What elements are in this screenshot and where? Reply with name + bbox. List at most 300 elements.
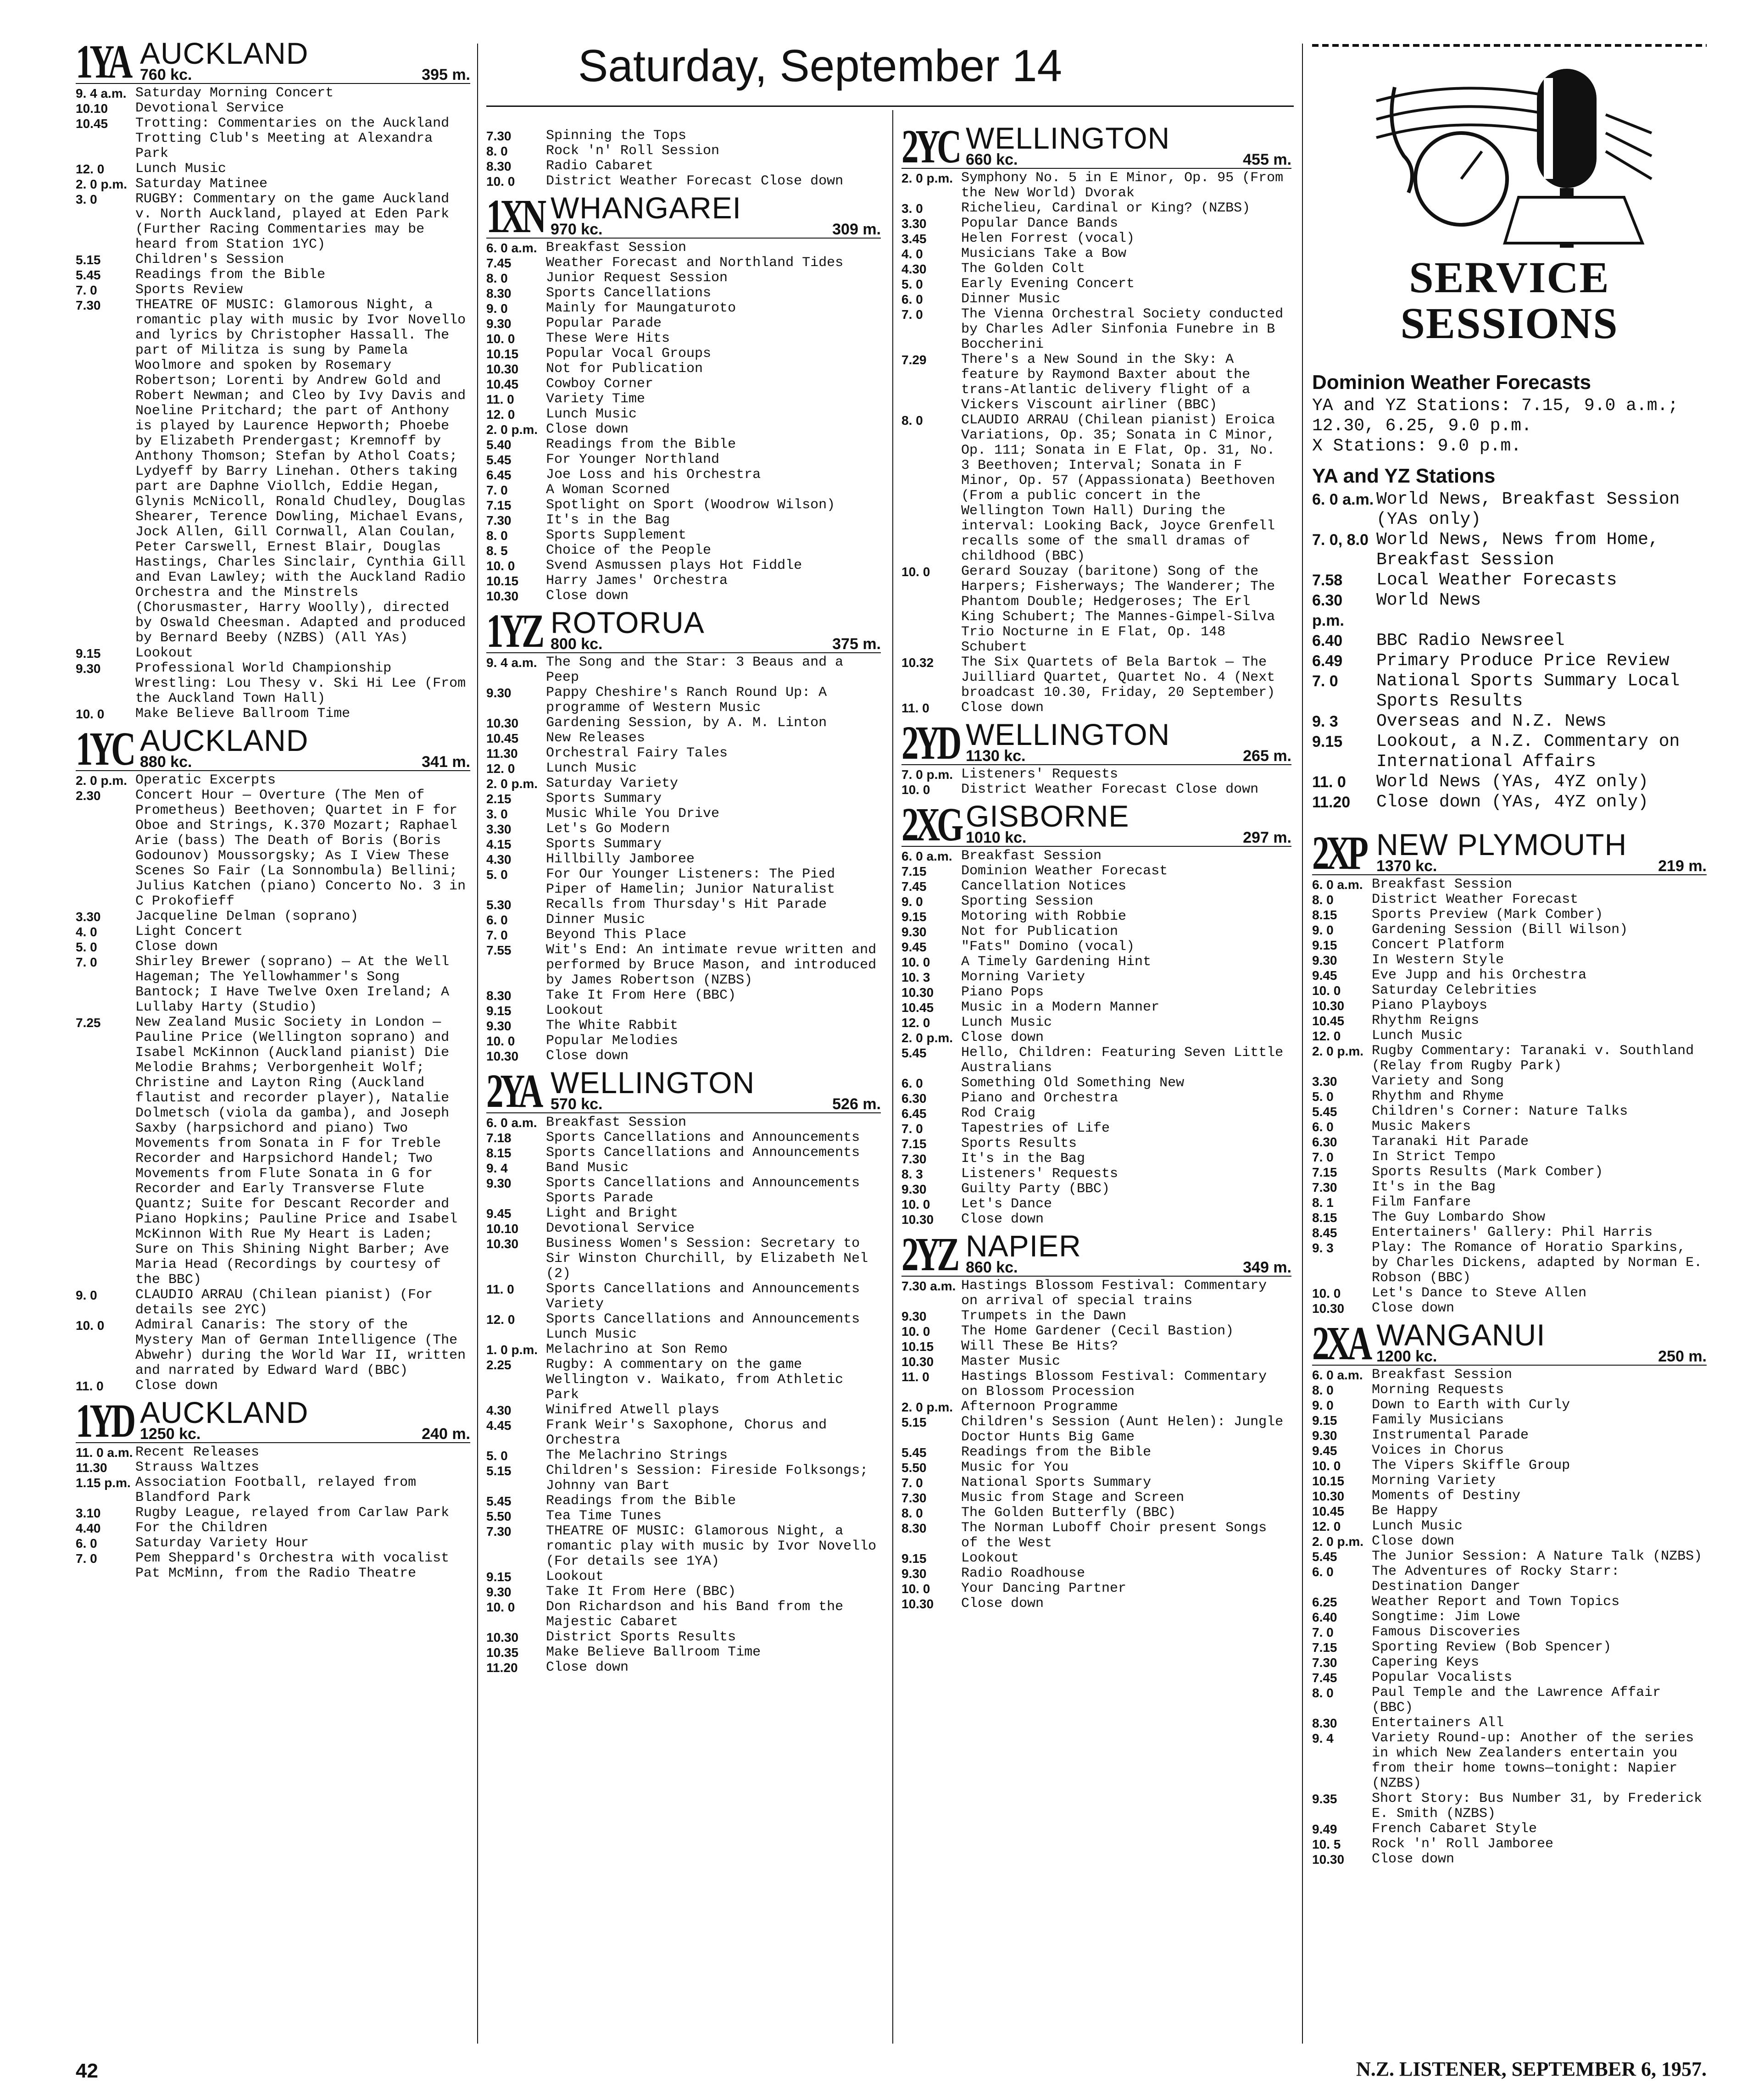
- programme-item: [901, 1400, 1291, 1415]
- programme-time: 9.45: [486, 1206, 512, 1221]
- programme-item: [1312, 1398, 1707, 1413]
- programme-title: Rock 'n' Roll Session: [546, 143, 720, 159]
- programme-title: Readings from the Bible: [546, 437, 736, 452]
- programme-time: 10. 0: [901, 955, 930, 969]
- programme-title: There's a New Sound in the Sky: A feature by Raymond Baxter about the trans-Atlantic delivery flight of a Vickers Viscount airliner (BBC): [961, 352, 1251, 413]
- column-4: [1312, 827, 1707, 1872]
- programme-time: 6. 0 a.m.: [1312, 1368, 1363, 1382]
- programme-time: 4. 0: [901, 247, 923, 261]
- programme-title: Saturday Variety Hour: [135, 1535, 309, 1551]
- programme-title: Something Old Something New: [961, 1075, 1185, 1091]
- programme-item: [901, 939, 1291, 955]
- station-info: [551, 1068, 881, 1111]
- programme-item: [486, 286, 881, 301]
- station-frequency: 1200 kc.: [1376, 1348, 1437, 1365]
- programme-time: 2. 0 p.m.: [901, 171, 953, 185]
- programme-title: Popular Dance Bands: [961, 216, 1118, 231]
- programme-time: 7.45: [486, 256, 512, 270]
- programme-item: [1312, 1165, 1707, 1180]
- programme-time: 9.30: [486, 1176, 512, 1190]
- programme-title: Sporting Session: [961, 894, 1094, 909]
- programme-time: 5.45: [1312, 1550, 1337, 1564]
- programme-time: 9. 0: [901, 894, 923, 909]
- programme-title: Music for You: [961, 1460, 1069, 1475]
- station-city: WANGANUI: [1376, 1318, 1546, 1352]
- programme-time: 5.40: [486, 438, 512, 452]
- programme-item: [1312, 938, 1707, 953]
- programme-title: Children's Corner: Nature Talks: [1372, 1104, 1628, 1119]
- programme-time: 2. 0 p.m.: [486, 777, 538, 791]
- programme-title: Guilty Party (BBC): [961, 1181, 1110, 1197]
- service-text: World News: [1376, 590, 1481, 610]
- programme-title: THEATRE OF MUSIC: Glamorous Night, a romantic play with music by Ivor Novello and lyrics by Christopher Hassall. The part of Militza is sung by Pamela Woolmore and spoken by Rosemary Robertson; Lorenti by Andrew Gold and Robert Newman; and Cleo by Ivy Davis and Noeline Pritchard; the part of Anthony is played by Laurence Hepworth; Phoebe by Elizabeth Prendergast; Kremnoff by Anthony Thomson; Stefan by Athol Coats; Lydyeff by Barry Linehan. Others taking part are Daphne Viollch, Eddie Hegan, Glynis McNicoll, Ronald Chudley, Douglas Shearer, Terence Dowling, Michael Evans, Jock Allen, Gill Cornwall, Alan Coulan, Peter Carswell, Ernest Blair, Douglas Hastings, Charles Sinclair, Cynthia Gill and Evan Lawley; with the Auckland Radio Orchestra and the Minstrels (Chorusmaster, Harry Woolly), directed by Oswald Cheesman. Adapted and produced by Bernard Beeby (NZBS) (All YAs): [135, 297, 466, 646]
- programme-time: 3.30: [76, 910, 101, 924]
- programme-time: 10.30: [486, 1237, 519, 1251]
- station-frequency: 1130 kc.: [966, 747, 1026, 765]
- programme-title: Sports Review: [135, 282, 243, 298]
- programme-title: Svend Asmussen plays Hot Fiddle: [546, 558, 802, 573]
- programme-title: Cowboy Corner: [546, 376, 654, 392]
- programme-item: [1312, 1028, 1707, 1044]
- column-3: [901, 120, 1291, 1616]
- programme-item: [1312, 1640, 1707, 1655]
- station-block: [901, 717, 1291, 797]
- station-info: [140, 1395, 470, 1443]
- programme-title: Sports Summary: [546, 791, 662, 806]
- programme-time: 7. 0: [76, 955, 97, 969]
- programme-title: The White Rabbit: [546, 1018, 679, 1033]
- programme-time: 11. 0: [486, 392, 514, 406]
- programme-item: [1312, 968, 1707, 983]
- programme-time: 8. 5: [486, 544, 508, 558]
- programme-title: Will These Be Hits?: [961, 1339, 1118, 1354]
- programme-time: 2. 0 p.m.: [1312, 1044, 1364, 1058]
- programme-item: [1312, 1301, 1707, 1316]
- programme-title: District Weather Forecast Close down: [546, 173, 844, 189]
- programme-time: 7.30 a.m.: [901, 1279, 956, 1293]
- programme-item: [901, 894, 1291, 909]
- programme-time: 9.30: [901, 1567, 927, 1581]
- programme-title: Business Women's Session: Secretary to Sir Winston Churchill, by Elizabeth Nel (2): [546, 1236, 868, 1282]
- programme-title: Master Music: [961, 1354, 1061, 1369]
- programme-title: Weather Forecast and Northland Tides: [546, 255, 844, 271]
- programme-item: [76, 252, 470, 267]
- programme-item: [1312, 1685, 1707, 1716]
- programme-item: [1312, 1119, 1707, 1134]
- station-wavelength: 395 m.: [422, 66, 470, 83]
- programme-title: For the Children: [135, 1520, 268, 1536]
- programme-time: 11. 0: [486, 1282, 514, 1296]
- programme-title: Popular Vocal Groups: [546, 346, 712, 361]
- programme-title: In Strict Tempo: [1372, 1149, 1496, 1165]
- programme-item: [486, 528, 881, 543]
- programme-item: [901, 1415, 1291, 1445]
- programme-time: 2. 0 p.m.: [486, 422, 538, 437]
- programme-item: [486, 256, 881, 271]
- station-frequency: 1010 kc.: [966, 829, 1027, 846]
- programme-time: 10. 0: [1312, 1286, 1341, 1300]
- programme-title: Professional World Championship Wrestling: Lou Thesy v. Ski Hi Lee (From the Auckland Town Hall): [135, 661, 466, 706]
- programme-title: Sports Results: [961, 1136, 1077, 1151]
- programme-item: [901, 1354, 1291, 1369]
- station-wavelength: 455 m.: [1243, 151, 1291, 168]
- programme-title: Sports Summary: [546, 836, 662, 852]
- programme-item: [1312, 1383, 1707, 1398]
- page-number: 42: [76, 2060, 98, 2082]
- programme-title: Light and Bright: [546, 1206, 679, 1221]
- programme-item: [1312, 1837, 1707, 1852]
- programme-time: 8.45: [1312, 1226, 1337, 1240]
- programme-title: For Younger Northland: [546, 452, 720, 467]
- programme-item: [76, 1288, 470, 1318]
- programme-item: [901, 1151, 1291, 1167]
- programme-title: Beyond This Place: [546, 927, 687, 943]
- programme-item: [901, 782, 1291, 797]
- programme-time: 6.25: [1312, 1595, 1337, 1609]
- programme-title: Sports Cancellations and Announcements Variety: [546, 1281, 860, 1312]
- service-item: [1312, 671, 1707, 711]
- station-header: [76, 35, 470, 88]
- programme-time: 5.15: [486, 1464, 512, 1478]
- station-frequency: 660 kc.: [966, 151, 1018, 168]
- programme-time: 5.50: [901, 1461, 927, 1475]
- station-call-sign: 1YD: [76, 1395, 133, 1447]
- programme-title: Devotional Service: [135, 100, 284, 116]
- programme-time: 2.15: [486, 792, 512, 806]
- programme-title: Close down: [1372, 1851, 1455, 1867]
- programme-item: [1312, 1791, 1707, 1822]
- programme-time: 9.15: [1312, 938, 1337, 952]
- programme-item: [486, 271, 881, 286]
- programme-item: [486, 685, 881, 716]
- programme-title: Make Believe Ballroom Time: [546, 1645, 761, 1660]
- programme-title: Band Music: [546, 1160, 629, 1176]
- programme-time: 5.45: [901, 1445, 927, 1460]
- station-call-sign: 2XA: [1312, 1317, 1369, 1370]
- programme-item: [901, 1581, 1291, 1596]
- programme-title: Tea Time Tunes: [546, 1508, 662, 1524]
- programme-time: 8. 1: [1312, 1195, 1334, 1210]
- station-header: [1312, 1317, 1707, 1370]
- station-wavelength: 309 m.: [832, 221, 881, 238]
- programme-title: National Sports Summary: [961, 1475, 1152, 1490]
- programme-item: [486, 822, 881, 837]
- programme-item: [901, 1460, 1291, 1475]
- programme-time: 8.30: [1312, 1716, 1337, 1730]
- programme-title: Sports Cancellations: [546, 285, 712, 301]
- service-time: 11. 0: [1312, 773, 1346, 791]
- programme-time: 7. 0: [76, 283, 97, 297]
- programme-title: The Junior Session: A Nature Talk (NZBS): [1372, 1549, 1703, 1564]
- programme-item: [486, 483, 881, 498]
- programme-time: 7.15: [1312, 1640, 1337, 1655]
- programme-item: [1312, 1286, 1707, 1301]
- programme-title: Instrumental Parade: [1372, 1428, 1529, 1443]
- programme-title: Don Richardson and his Band from the Majestic Cabaret: [546, 1599, 844, 1630]
- programme-item: [901, 1000, 1291, 1015]
- programme-title: Cancellation Notices: [961, 878, 1127, 894]
- programme-item: [901, 216, 1291, 231]
- service-item: [1312, 570, 1707, 590]
- programme-item: [486, 1221, 881, 1236]
- programme-time: 9.30: [486, 317, 512, 331]
- programme-title: Lunch Music: [546, 761, 637, 776]
- programme-time: 7. 0 p.m.: [901, 767, 953, 782]
- programme-title: Sporting Review (Bob Spencer): [1372, 1639, 1612, 1655]
- programme-title: Light Concert: [135, 924, 243, 939]
- programme-time: 8. 0: [901, 1506, 923, 1520]
- programme-item: [486, 558, 881, 573]
- programme-item: [486, 1418, 881, 1448]
- service-item: [1312, 772, 1707, 792]
- programme-time: 9.30: [486, 1019, 512, 1033]
- programme-title: Lunch Music: [961, 1015, 1052, 1030]
- service-text: World News (YAs, 4YZ only): [1376, 772, 1648, 792]
- programme-title: Rhythm and Rhyme: [1372, 1089, 1504, 1104]
- programme-title: Entertainers' Gallery: Phil Harris: [1372, 1225, 1653, 1240]
- programme-title: Devotional Service: [546, 1221, 695, 1236]
- programme-title: Dominion Weather Forecast: [961, 863, 1168, 879]
- programme-time: 7. 0: [1312, 1625, 1334, 1639]
- programme-time: 6.30: [1312, 1135, 1337, 1149]
- programme-time: 2. 0 p.m.: [76, 773, 128, 788]
- programme-time: 4.40: [76, 1521, 101, 1535]
- programme-title: Musicians Take a Bow: [961, 246, 1127, 261]
- station-header: [1312, 827, 1707, 879]
- programme-item: [901, 924, 1291, 939]
- programme-item: [486, 988, 881, 1003]
- programme-item: [1312, 1655, 1707, 1670]
- programme-title: Morning Requests: [1372, 1382, 1504, 1398]
- programme-item: [486, 407, 881, 422]
- programme-time: 10.30: [1312, 1301, 1345, 1316]
- programme-time: 7.15: [486, 498, 512, 512]
- station-city: NAPIER: [966, 1229, 1081, 1263]
- programme-item: [486, 1003, 881, 1018]
- programme-time: 7. 0: [901, 1122, 923, 1136]
- programme-time: 9. 0: [1312, 923, 1334, 937]
- programme-time: 6.45: [901, 1106, 927, 1121]
- programme-title: Variety Time: [546, 391, 646, 407]
- programme-time: 6. 0 a.m.: [486, 1116, 537, 1130]
- programme-item: [901, 1445, 1291, 1460]
- programme-title: "Fats" Domino (vocal): [961, 939, 1135, 955]
- programme-title: Orchestral Fairy Tales: [546, 745, 728, 761]
- programme-title: Rhythm Reigns: [1372, 1013, 1480, 1028]
- station-frequency-row: [966, 1260, 1291, 1275]
- programme-item: [901, 1278, 1291, 1309]
- programme-title: Voices in Chorus: [1372, 1443, 1504, 1458]
- programme-item: [76, 116, 470, 161]
- programme-title: Lunch Music: [546, 406, 637, 422]
- station-wavelength: 250 m.: [1658, 1348, 1707, 1365]
- station-block: [901, 798, 1291, 1227]
- programme-title: Hillbilly Jamboree: [546, 851, 695, 867]
- programme-title: The Home Gardener (Cecil Bastion): [961, 1323, 1234, 1339]
- programme-title: Sports Supplement: [546, 528, 687, 543]
- programme-time: 5.15: [76, 253, 101, 267]
- station-info: [966, 717, 1291, 765]
- programme-time: 10.10: [76, 101, 108, 116]
- programme-time: 5.15: [901, 1415, 927, 1429]
- programme-title: Short Story: Bus Number 31, by Frederick E. Smith (NZBS): [1372, 1791, 1703, 1822]
- programme-time: 8.15: [486, 1146, 512, 1160]
- programme-time: 9.30: [76, 661, 101, 676]
- programme-item: [486, 1630, 881, 1645]
- programme-item: [486, 346, 881, 361]
- programme-time: 3.30: [1312, 1074, 1337, 1089]
- programme-item: [76, 1521, 470, 1536]
- programme-item: [76, 283, 470, 298]
- programme-item: [1312, 1489, 1707, 1504]
- programme-time: 9.15: [486, 1004, 512, 1018]
- programme-time: 8.30: [486, 286, 512, 300]
- programme-title: Rugby: A commentary on the game Wellington v. Waikato, from Athletic Park: [546, 1357, 844, 1403]
- ya-heading: YA and YZ Stations: [1312, 465, 1496, 487]
- programme-item: [486, 1130, 881, 1145]
- programme-time: 10.45: [1312, 1504, 1345, 1518]
- programme-item: [1312, 1180, 1707, 1195]
- column-divider: [1302, 44, 1303, 2044]
- station-frequency: 1250 kc.: [140, 1425, 201, 1443]
- service-time: 6.30 p.m.: [1312, 592, 1344, 629]
- programme-title: Admiral Canaris: The story of the Mystery Man of German Intelligence (The Abwehr) during the World War II, written and narrated by Edward Ward (BBC): [135, 1317, 466, 1378]
- programme-title: Lookout: [135, 645, 194, 661]
- service-time: 7. 0: [1312, 672, 1338, 690]
- programme-title: Be Happy: [1372, 1503, 1438, 1519]
- programme-title: Jacqueline Delman (soprano): [135, 909, 359, 924]
- date-heading: Saturday, September 14: [578, 40, 1063, 91]
- service-time: 6. 0 a.m.: [1312, 491, 1374, 508]
- programme-title: Saturday Morning Concert: [135, 85, 334, 101]
- programme-title: Breakfast Session: [1372, 877, 1513, 892]
- programme-title: Paul Temple and the Lawrence Affair (BBC): [1372, 1685, 1661, 1716]
- programme-item: [1312, 1225, 1707, 1240]
- programme-time: 7.30: [1312, 1656, 1337, 1670]
- programme-item: [1312, 1549, 1707, 1564]
- programme-title: Let's Dance to Steve Allen: [1372, 1285, 1587, 1301]
- programme-time: 7.30: [901, 1152, 927, 1166]
- service-text: Lookout, a N.Z. Commentary on International Affairs: [1376, 732, 1680, 772]
- station-city: AUCKLAND: [140, 723, 309, 757]
- programme-time: 6. 0: [901, 1076, 923, 1090]
- station-frequency: 970 kc.: [551, 221, 603, 238]
- programme-item: [486, 1049, 881, 1064]
- programme-time: 7.45: [901, 879, 927, 894]
- programme-item: [1312, 1428, 1707, 1443]
- programme-time: 7. 0: [486, 928, 508, 942]
- programme-item: [486, 392, 881, 407]
- programme-time: 11.20: [486, 1661, 518, 1675]
- programme-time: 3.10: [76, 1506, 101, 1520]
- station-call-sign: 1XN: [486, 190, 543, 243]
- programme-time: 12. 0: [1312, 1029, 1341, 1043]
- service-text: Primary Produce Price Review: [1376, 651, 1669, 671]
- programme-item: [901, 767, 1291, 782]
- programme-time: 4.30: [486, 1403, 512, 1417]
- programme-title: Close down: [961, 1211, 1044, 1227]
- programme-item: [486, 1584, 881, 1600]
- programme-title: Saturday Celebrities: [1372, 983, 1537, 998]
- programme-time: 9.30: [901, 1182, 927, 1196]
- programme-time: 8. 0: [901, 413, 923, 428]
- programme-item: [901, 955, 1291, 970]
- programme-title: Spinning the Tops: [546, 128, 687, 144]
- programme-title: Piano and Orchestra: [961, 1090, 1118, 1106]
- programme-item: [1312, 1610, 1707, 1625]
- programme-time: 12. 0: [1312, 1519, 1341, 1533]
- programme-title: Radio Cabaret: [546, 158, 654, 174]
- programme-item: [486, 776, 881, 791]
- programme-title: Early Evening Concert: [961, 276, 1135, 292]
- service-text: World News, Breakfast Session (YAs only): [1376, 489, 1680, 529]
- station-call-sign: 1YZ: [486, 605, 541, 657]
- programme-title: Wit's End: An intimate revue written and performed by Bruce Mason, and introduced by James Robertson (NZBS): [546, 942, 877, 988]
- programme-time: 9.30: [486, 1585, 512, 1599]
- programme-item: [486, 1282, 881, 1312]
- programme-time: 9.45: [1312, 1444, 1337, 1458]
- programme-item: [486, 852, 881, 867]
- service-item: [1312, 631, 1707, 651]
- column-divider: [477, 44, 478, 2044]
- programme-title: Let's Go Modern: [546, 821, 670, 837]
- programme-time: 10.30: [901, 985, 934, 1000]
- programme-item: [486, 1115, 881, 1130]
- programme-item: [76, 267, 470, 283]
- programme-time: 9.30: [486, 686, 512, 700]
- programme-title: Trumpets in the Dawn: [961, 1308, 1127, 1324]
- service-item: [1312, 711, 1707, 732]
- programme-title: Strauss Waltzes: [135, 1460, 260, 1475]
- programme-title: Rod Craig: [961, 1106, 1036, 1121]
- programme-title: The Song and the Star: 3 Beaus and a Peep: [546, 655, 844, 685]
- programme-time: 10.15: [901, 1339, 934, 1354]
- station-block: [486, 190, 881, 604]
- programme-item: [486, 746, 881, 761]
- programme-title: Breakfast Session: [546, 1115, 687, 1130]
- service-time: 9. 3: [1312, 713, 1338, 730]
- programme-time: 7.15: [901, 1137, 927, 1151]
- programme-item: [901, 292, 1291, 307]
- programme-time: 10.15: [486, 347, 519, 361]
- programme-item: [76, 1475, 470, 1506]
- service-time: 7. 0, 8.0: [1312, 531, 1369, 549]
- programme-title: Close down: [1372, 1300, 1455, 1316]
- programme-time: 10. 0: [486, 1600, 515, 1614]
- station-block: [76, 722, 470, 1394]
- programme-time: 9.45: [1312, 968, 1337, 983]
- programme-title: Choice of the People: [546, 543, 712, 558]
- station-wavelength: 265 m.: [1243, 747, 1291, 765]
- service-text: X Stations: 9.0 p.m.: [1312, 436, 1522, 456]
- programme-title: Piano Playboys: [1372, 998, 1488, 1013]
- programme-title: Close down: [1372, 1533, 1455, 1549]
- programme-item: [1312, 1134, 1707, 1150]
- station-frequency-row: [551, 637, 881, 651]
- programme-title: Concert Platform: [1372, 937, 1504, 953]
- programme-title: Music from Stage and Screen: [961, 1490, 1185, 1506]
- programme-time: 9.30: [901, 1309, 927, 1323]
- programme-title: Lookout: [961, 1550, 1019, 1566]
- programme-time: 8. 0: [486, 528, 508, 543]
- programme-time: 12. 0: [901, 1016, 930, 1030]
- station-city: NEW PLYMOUTH: [1376, 828, 1627, 861]
- programme-title: Variety Round-up: Another of the series in which New Zealanders entertain you from their home towns—tonight: Napier (NZBS): [1372, 1730, 1694, 1791]
- service-item: [1312, 651, 1707, 671]
- station-wavelength: 341 m.: [422, 753, 470, 771]
- programme-item: [901, 1182, 1291, 1197]
- programme-time: 11. 0: [76, 1379, 104, 1393]
